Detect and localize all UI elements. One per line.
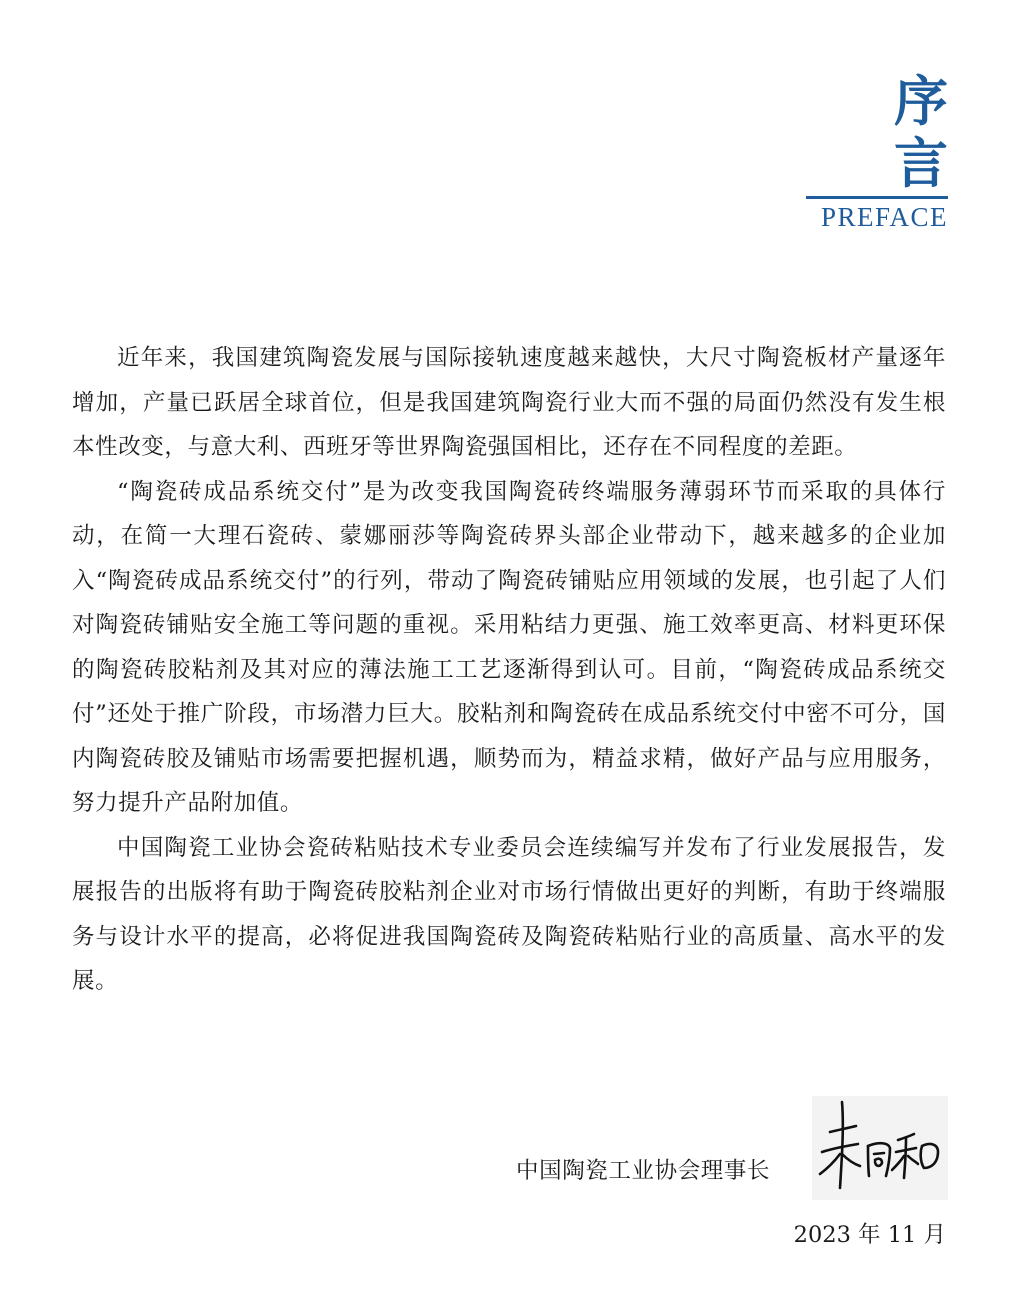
paragraph-2: “陶瓷砖成品系统交付”是为改变我国陶瓷砖终端服务薄弱环节而采取的具体行动，在简一大理石瓷砖、蒙娜丽莎等陶瓷砖界头部企业带动下，越来越多的企业加入“陶瓷砖成品系统交付”的行列，带动了陶瓷砖铺贴应用领域的发展，也引起了人们对陶瓷砖铺贴安全施工等问题的重视。采用粘结力更强、施工效率更高、材料更环保的陶瓷砖胶粘剂及其对应的薄法施工工艺逐渐得到认可。目前，“陶瓷砖成品系统交付”还处于推广阶段，市场潜力巨大。胶粘剂和陶瓷砖在成品系统交付中密不可分，国内陶瓷砖胶及铺贴市场需要把握机遇，顺势而为，精益求精，做好产品与应用服务，努力提升产品附加值。: [72, 478, 946, 816]
paragraph-3: 中国陶瓷工业协会瓷砖粘贴技术专业委员会连续编写并发布了行业发展报告，发展报告的出版将有助于陶瓷砖胶粘剂企业对市场行情做出更好的判断，有助于终端服务与设计水平的提高，必将促进我国陶瓷砖及陶瓷砖粘贴行业的高质量、高水平的发展。: [72, 834, 946, 994]
heading-title-cn: 序 言: [894, 69, 960, 195]
signing-date: 2023 年 11 月: [793, 1222, 946, 1248]
signature-block: [510, 1096, 948, 1200]
signature-scribble-icon: [812, 1096, 948, 1200]
paragraph-1: 近年来，我国建筑陶瓷发展与国际接轨速度越来越快，大尺寸陶瓷板材产量逐年增加，产量已跃居全球首位，但是我国建筑陶瓷行业大而不强的局面仍然没有发生根本性改变，与意大利、西班牙等世界陶瓷强国相比，还存在不同程度的差距。: [72, 345, 946, 460]
heading-title-en: PREFACE: [820, 202, 948, 232]
handwritten-signature: [812, 1096, 948, 1200]
signer-title: 中国陶瓷工业协会理事长: [516, 1158, 771, 1184]
heading-divider: [806, 196, 948, 199]
preface-body: [72, 336, 946, 1004]
preface-heading: [806, 69, 960, 234]
